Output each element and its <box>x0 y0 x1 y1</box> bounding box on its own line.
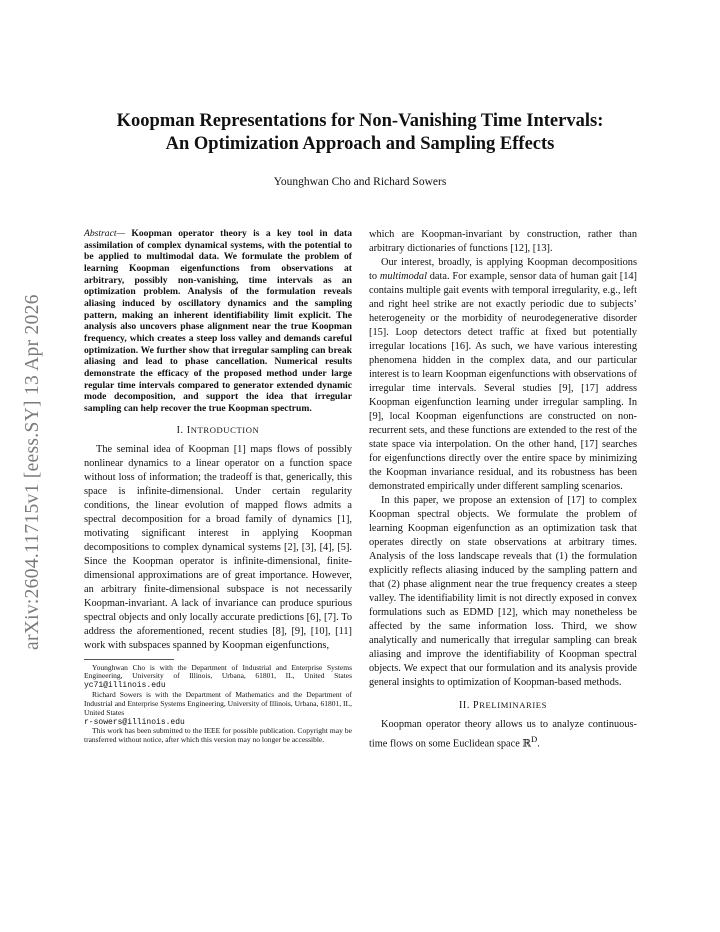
title-line-2: An Optimization Approach and Sampling Effects <box>165 134 555 154</box>
footnote-2-text: Richard Sowers is with the Department of Mathematics and the Department of Industrial and Enterprise Systems Engineering, University of Illinois, Urbana, 61801, IL, United States <box>84 690 352 718</box>
title-line-1: Koopman Representations for Non-Vanishing Time Intervals: <box>116 111 604 131</box>
paper-title <box>80 110 640 156</box>
footnote-author-2 <box>84 691 352 718</box>
math-real-space: ℝ <box>522 738 531 750</box>
abstract-lead: Abstract— <box>84 228 126 239</box>
para2-start: Our interest, broadly, is applying Koopman decompositions to <box>369 257 637 282</box>
email-author-1[interactable]: yc71@illinois.edu <box>84 681 166 691</box>
para4-end: . <box>537 738 540 750</box>
abstract <box>84 228 352 415</box>
authors: Younghwan Cho and Richard Sowers <box>273 176 447 188</box>
section-title-first: I <box>186 424 191 436</box>
section-heading-introduction <box>84 425 352 436</box>
para4-text: Koopman operator theory allows us to analyze continuous-time flows on some Euclidean space <box>369 719 637 750</box>
left-column <box>84 228 352 745</box>
section-2-title-rest: RELIMINARIES <box>479 700 548 710</box>
intro-paragraph: The seminal idea of Koopman [1] maps flows of possibly nonlinear dynamics to a linear operator on a function space without loss of information; the tradeoff is that, generically, this space is infinite-dimensional. Under certain regularity conditions, the linear evolution of mapped flows admits a spectral decomposition for a broad family of dynamics [1], motivating significant interest in applying Koopman decompositions to complex dynamical systems [2], [3], [4], [5]. Since the Koopman operator is infinite-dimensional, finite-dimensional approximations are of great importance. However, an arbitrary finite-dimensional subspace is not necessarily Koopman-invariant. A lack of invariance can produce spurious spectral objects and only locally accurate predictions [6], [7]. To address the aforementioned, recent studies [8], [9], [10], [11] work with subspaces spanned by Koopman eigenfunctions, <box>84 443 352 651</box>
math-superscript: D <box>531 734 538 744</box>
footnote-author-1 <box>84 664 352 692</box>
section-heading-preliminaries <box>369 700 637 711</box>
footnote-divider <box>84 659 174 660</box>
para2-rest: data. For example, sensor data of human gait [14] contains multiple gait events with temporal irregularity, e.g., left and right heel strike are not exactly periodic due to subjects’ heterogeneity or the morbidity of neurodegenerative disorder [15]. Loop detectors detect traffic at fixed but potentially irregular locations [16]. As such, we have various interesting phenomena hidden in the complex data, and our particular interest is to learn Koopman eigenfunctions with observations of irregular time intervals. Several studies [9], [17] address Koopman eigenfunction learning under irregular sampling. In [9], local Koopman eigenfunctions are constructed on non-recurrent sets, and these functions are extended to the rest of the state space via interpolation. On the other hand, [17] searches for eigenfunctions directly over the entire space by minimizing the Koopman invariance residual, and its robustness has been demonstrated empirically under different sampling scenarios. <box>369 271 638 492</box>
section-2-title-first: P <box>473 700 480 711</box>
footnote-ieee-notice: This work has been submitted to the IEEE for possible publication. Copyright may be transferred without notice, after which this version may no longer be accessible. <box>84 725 352 744</box>
preliminaries-paragraph <box>369 718 637 751</box>
section-number: I. <box>176 424 184 436</box>
right-column <box>369 228 637 751</box>
email-author-2[interactable]: r-sowers@illinois.edu <box>84 717 185 727</box>
intro-paragraph-continued: which are Koopman-invariant by construction, rather than arbitrary dictionaries of functions [12], [13]. <box>369 229 637 254</box>
arxiv-identifier: arXiv:2604.11715v1 [eess.SY] 13 Apr 2026 <box>22 294 43 650</box>
section-title-rest: NTRODUCTION <box>190 424 260 435</box>
abstract-text: Koopman operator theory is a key tool in data assimilation of complex dynamical systems, with the potential to be applied to multimodal data. We formulate the problem of learning Koopman eigenfunctions from observations at arbitrary, possibly non-vanishing, time intervals as an optimization problem. Analysis of the formulation reveals aliasing induced by oscillatory dynamics and the sampling pattern, making an inherent identifiability limit explicit. The analysis also uncovers phase alignment near the true Koopman frequency, which creates a steep loss valley and demands careful optimization. We further show that irregular sampling can break aliasing and lead to phase cancellation. Numerical results demonstrate the efficacy of the proposed method under large regular time intervals compared to generator extended dynamic mode decomposition, and support the idea that irregular sampling can help recover the true Koopman spectrum. <box>84 228 352 414</box>
para2-emphasis: multimodal <box>379 271 427 282</box>
section-2-number: II. <box>458 700 470 711</box>
intro-paragraph-2 <box>369 256 637 494</box>
intro-paragraph-3: In this paper, we propose an extension of [17] to complex Koopman spectral objects. We formulate the problem of learning Koopman eigenfunction as an optimization task that operates directly on state observations at arbitrary times. Analysis of the loss landscape reveals that (1) the formulation explicitly reflects aliasing induced by the sampling pattern and that (2) phase alignment near the true frequency creates a steep valley. The identifiability limit is not directly exposed in convex formulations such as EDMD [12], which may nonetheless be affected by the same information loss. Third, we show analytically and numerically that irregular sampling can break aliasing and improve the identifiability of Koopman spectral objects. We expect that our formulation and its analysis provide general insights to optimization of Koopman-based methods. <box>369 495 637 688</box>
footnote-1-text: Younghwan Cho is with the Department of Industrial and Enterprise Systems Engineering, University of Illinois, Urbana, 61801, IL, United States <box>84 662 352 681</box>
